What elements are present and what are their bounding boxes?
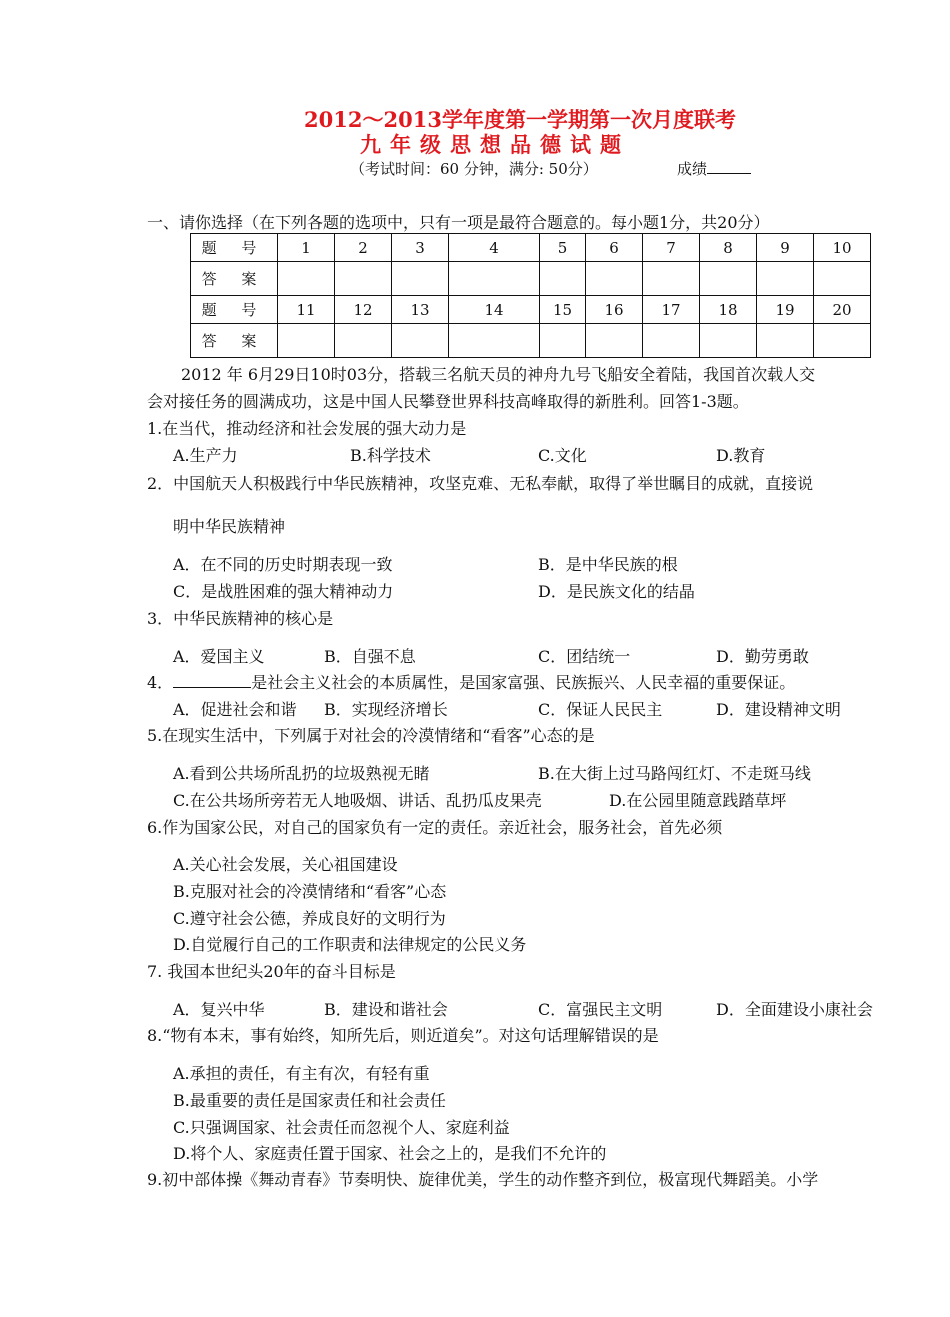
option: D．建设精神文明 (716, 700, 841, 719)
question-stem: 3．中华民族精神的核心是 (147, 609, 334, 628)
question-stem: 7. 我国本世纪头20年的奋斗目标是 (147, 962, 396, 981)
passage-line: 2012 年 6月29日10时03分，搭载三名航天员的神舟九号飞船安全着陆，我国首次载人交 (181, 365, 816, 384)
option: B．建设和谐社会 (324, 1000, 448, 1019)
question-number: 4． (147, 673, 174, 692)
option: C．团结统一 (538, 647, 631, 666)
table-row (191, 262, 871, 296)
passage-line: 会对接任务的圆满成功，这是中国人民攀登世界科技高峰取得的新胜利。回答1-3题。 (147, 392, 749, 411)
q-number: 17 (643, 296, 700, 324)
section-heading: 一、请你选择（在下列各题的选项中，只有一项是最符合题意的。每小题1分，共20分） (147, 213, 770, 232)
option: C.只强调国家、社会责任而忽视个人、家庭利益 (173, 1118, 510, 1137)
q-number: 2 (335, 234, 392, 262)
option: D．勤劳勇敢 (716, 647, 809, 666)
option: A.关心社会发展，关心祖国建设 (173, 855, 398, 874)
question-text: 是社会主义社会的本质属性，是国家富强、民族振兴、人民幸福的重要保证。 (251, 673, 796, 692)
option: B.最重要的责任是国家责任和社会责任 (173, 1091, 446, 1110)
question-stem: 明中华民族精神 (173, 517, 286, 536)
answer-cell[interactable] (814, 262, 871, 296)
question-stem: 5.在现实生活中，下列属于对社会的冷漠情绪和“看客”心态的是 (147, 726, 595, 745)
q-label: 题 号 (191, 234, 278, 262)
a-label: 答 案 (191, 262, 278, 296)
option: B.克服对社会的冷漠情绪和“看客”心态 (173, 882, 447, 901)
option: D.将个人、家庭责任置于国家、社会之上的，是我们不允许的 (173, 1144, 607, 1163)
option: B.科学技术 (350, 446, 431, 465)
q-number: 12 (335, 296, 392, 324)
q-number: 13 (392, 296, 449, 324)
option: C．保证人民民主 (538, 700, 663, 719)
fill-blank (173, 673, 251, 688)
option: A．复兴中华 (173, 1000, 265, 1019)
answer-cell[interactable] (700, 324, 757, 358)
answer-cell[interactable] (643, 324, 700, 358)
answer-cell[interactable] (814, 324, 871, 358)
option: B.在大街上过马路闯红灯、不走斑马线 (538, 764, 811, 783)
table-row (191, 234, 871, 262)
answer-table (190, 233, 871, 358)
score-field (677, 158, 751, 179)
q-number: 1 (278, 234, 335, 262)
option: D．全面建设小康社会 (716, 1000, 873, 1019)
option: D．是民族文化的结晶 (538, 582, 695, 601)
q-number: 4 (449, 234, 540, 262)
q-number: 19 (757, 296, 814, 324)
q-number: 11 (278, 296, 335, 324)
question-stem: 8.“物有本末，事有始终，知所先后，则近道矣”。对这句话理解错误的是 (147, 1026, 659, 1045)
option: B．是中华民族的根 (538, 555, 678, 574)
answer-cell[interactable] (540, 324, 586, 358)
option: C．是战胜困难的强大精神动力 (173, 582, 394, 601)
question-stem: 2．中国航天人积极践行中华民族精神，攻坚克难、无私奉献，取得了举世瞩目的成就，直接说 (147, 474, 814, 493)
option: C．富强民主文明 (538, 1000, 663, 1019)
answer-cell[interactable] (757, 262, 814, 296)
option: C.在公共场所旁若无人地吸烟、讲话、乱扔瓜皮果壳 (173, 791, 542, 810)
score-label: 成绩 (677, 160, 708, 178)
option: D.在公园里随意践踏草坪 (609, 791, 787, 810)
answer-cell[interactable] (335, 262, 392, 296)
q-number: 14 (449, 296, 540, 324)
q-number: 20 (814, 296, 871, 324)
answer-cell[interactable] (643, 262, 700, 296)
q-number: 9 (757, 234, 814, 262)
question-stem: 9.初中部体操《舞动青春》节奏明快、旋律优美，学生的动作整齐到位，极富现代舞蹈美。小学 (147, 1170, 819, 1189)
option: D.自觉履行自己的工作职责和法律规定的公民义务 (173, 935, 527, 954)
option: B．实现经济增长 (324, 700, 448, 719)
answer-cell[interactable] (586, 324, 643, 358)
question-stem: 1.在当代，推动经济和社会发展的强大动力是 (147, 419, 467, 438)
exam-info: （考试时间：60 分钟，满分: 50分） (350, 160, 598, 178)
answer-cell[interactable] (700, 262, 757, 296)
option: A．在不同的历史时期表现一致 (173, 555, 393, 574)
q-number: 7 (643, 234, 700, 262)
q-label: 题 号 (191, 296, 278, 324)
answer-cell[interactable] (392, 262, 449, 296)
answer-cell[interactable] (540, 262, 586, 296)
question-stem (147, 670, 795, 693)
option: D.教育 (716, 446, 766, 465)
exam-title: 2012～2013学年度第一学期第一次月度联考 (304, 107, 736, 132)
option: A.承担的责任，有主有次，有轻有重 (173, 1064, 430, 1083)
q-number: 5 (540, 234, 586, 262)
answer-cell[interactable] (757, 324, 814, 358)
option: A．爱国主义 (173, 647, 265, 666)
score-blank (707, 159, 751, 174)
exam-subtitle: 九年级思想品德试题 (360, 132, 630, 157)
q-number: 3 (392, 234, 449, 262)
answer-cell[interactable] (449, 324, 540, 358)
table-row (191, 296, 871, 324)
option: B．自强不息 (324, 647, 416, 666)
answer-cell[interactable] (449, 262, 540, 296)
answer-cell[interactable] (278, 324, 335, 358)
question-stem: 6.作为国家公民，对自己的国家负有一定的责任。亲近社会，服务社会，首先必须 (147, 818, 723, 837)
option: A.生产力 (173, 446, 238, 465)
option: C.文化 (538, 446, 587, 465)
option: A.看到公共场所乱扔的垃圾熟视无睹 (173, 764, 430, 783)
answer-cell[interactable] (392, 324, 449, 358)
q-number: 6 (586, 234, 643, 262)
q-number: 15 (540, 296, 586, 324)
option: A．促进社会和谐 (173, 700, 297, 719)
q-number: 8 (700, 234, 757, 262)
option: C.遵守社会公德，养成良好的文明行为 (173, 909, 446, 928)
answer-cell[interactable] (586, 262, 643, 296)
answer-cell[interactable] (335, 324, 392, 358)
q-number: 18 (700, 296, 757, 324)
q-number: 10 (814, 234, 871, 262)
q-number: 16 (586, 296, 643, 324)
table-row (191, 324, 871, 358)
a-label: 答 案 (191, 324, 278, 358)
answer-cell[interactable] (278, 262, 335, 296)
